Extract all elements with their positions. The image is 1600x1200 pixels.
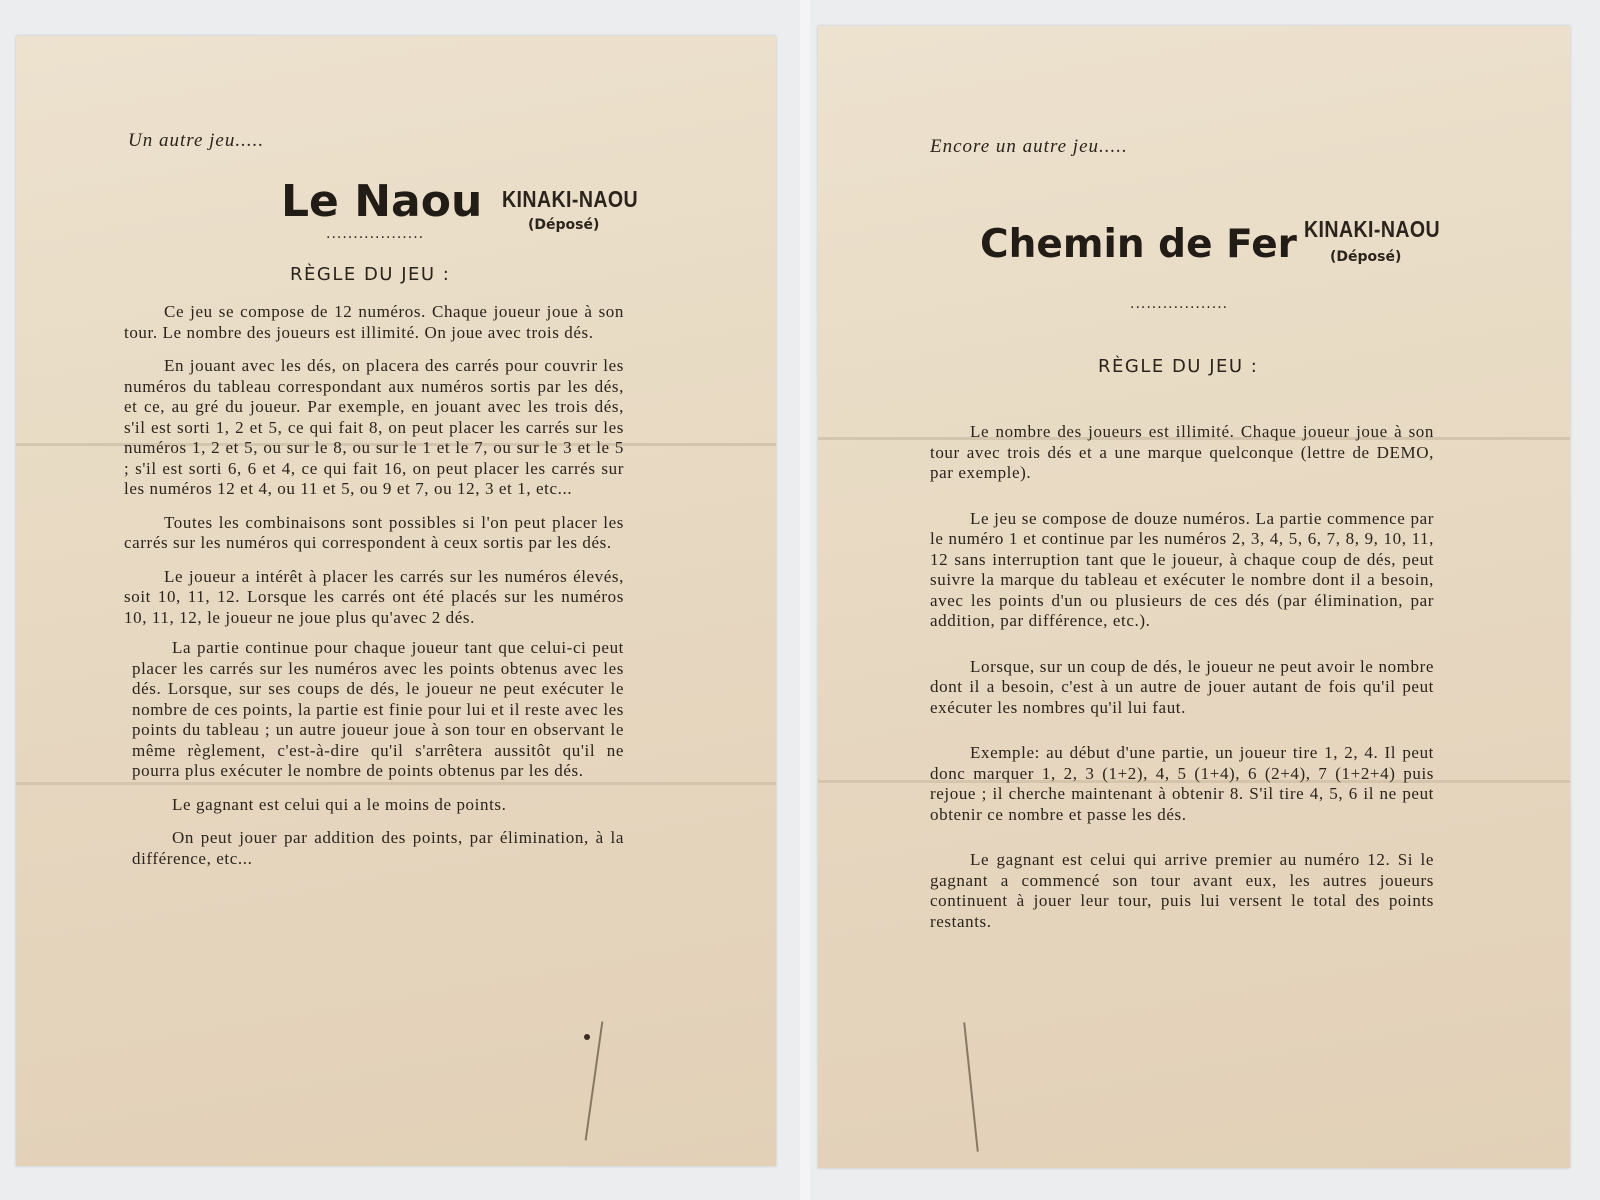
left-paragraph: Le joueur a intérêt à placer les carrés sur les numéros élevés, soit 10, 11, 12. Lorsque les carrés ont été placés sur les numéros 10, 11, 12, le joueur ne joue plus qu'avec 2 dés. — [124, 566, 624, 627]
left-sheet — [16, 36, 776, 1166]
photo-divider — [800, 0, 810, 1200]
left-intro: Un autre jeu..... — [128, 130, 265, 151]
left-title: Le Naou — [281, 176, 483, 227]
left-paragraph: Toutes les combinaisons sont possibles si l'on peut placer les carrés sur les numéros qui correspondent à ceux sortis par les dés. — [124, 512, 624, 552]
paper-tear — [963, 1022, 979, 1151]
left-separator: .................. — [326, 226, 425, 242]
left-paragraph: Le gagnant est celui qui a le moins de points. — [172, 794, 507, 814]
right-paragraph: Lorsque, sur un coup de dés, le joueur ne peut avoir le nombre dont il a besoin, c'est à un autre de jouer autant de fois qu'il peut exécuter les nombres qu'il lui faut. — [930, 656, 1434, 717]
left-depose: (Déposé) — [528, 217, 600, 233]
right-title: Chemin de Fer — [980, 222, 1297, 267]
left-rule-heading: RÈGLE DU JEU : — [290, 264, 451, 285]
left-brand: KINAKI-NAOU — [502, 186, 639, 212]
right-paragraph: Exemple: au début d'une partie, un joueur tire 1, 2, 4. Il peut donc marquer 1, 2, 3 (1+2), 4, 5 (1+4), 6 (2+4), 7 (1+2+4) puis rejoue ; il cherche maintenant à obtenir 8. S'il tire 4, 5, 6 il ne peut obtenir ce nombre et passe les dés. — [930, 743, 1434, 824]
right-sheet — [818, 26, 1570, 1168]
right-paragraph: Le jeu se compose de douze numéros. La partie commence par le numéro 1 et continue par les numéros 2, 3, 4, 5, 6, 7, 8, 9, 10, 11, 12 sans interruption tant que le joueur, à chaque coup de dés, peut suivre la marque du tableau et exécuter le nombre dont il a besoin, avec les points d'un ou plusieurs de ces dés (par élimination, par addition, par différence, etc.). — [930, 508, 1434, 630]
right-depose: (Déposé) — [1330, 249, 1402, 265]
left-paragraph: On peut jouer par addition des points, par élimination, à la différence, etc... — [132, 828, 624, 868]
right-brand: KINAKI-NAOU — [1304, 216, 1441, 242]
left-paragraph: En jouant avec les dés, on placera des carrés pour couvrir les numéros du tableau correspondant aux numéros sortis par les dés, et ce, au gré du joueur. Par exemple, en jouant avec les trois dés, s'il est sorti 1, 2 et 5, ce qui fait 8, on peut placer les carrés sur les numéros 1, 2 et 5, ou sur le 8, ou sur le 1 et le 7, ou sur le 3 et le 5 ; s'il est sorti 6, 6 et 4, ce qui fait 16, on peut placer les carrés sur les numéros 12 et 4, ou 11 et 5, ou 9 et 7, ou 12, 3 et 1, etc... — [124, 356, 624, 498]
left-paragraph: La partie continue pour chaque joueur tant que celui-ci peut placer les carrés sur les numéros avec les points obtenus avec les dés. Lorsque, sur ses coups de dés, le joueur ne peut exécuter le nombre de ces points, la partie est finie pour lui et il reste avec les points du tableau ; un autre joueur joue à son tour en observant le même règlement, c'est-à-dire qu'il s'arrêtera aussitôt qu'il ne pourra plus exécuter le nombre de points obtenus par les dés. — [132, 638, 624, 780]
left-rules-body — [124, 302, 624, 869]
left-paragraph: Ce jeu se compose de 12 numéros. Chaque joueur joue à son tour. Le nombre des joueurs est illimité. On joue avec trois dés. — [124, 302, 624, 342]
right-rules-body — [930, 422, 1434, 932]
right-paragraph: Le nombre des joueurs est illimité. Chaque joueur joue à son tour avec trois dés et a une marque quelconque (lettre de DEMO, par exemple). — [930, 422, 1434, 482]
right-rule-heading: RÈGLE DU JEU : — [1098, 356, 1259, 377]
right-paragraph: Le gagnant est celui qui arrive premier au numéro 12. Si le gagnant a commencé son tour avant eux, les autres joueurs continuent à jouer leur tour, puis lui versent le total des points restants. — [930, 850, 1434, 931]
right-intro: Encore un autre jeu..... — [930, 136, 1128, 157]
right-separator: .................. — [1130, 296, 1229, 312]
paper-stain — [584, 1034, 590, 1040]
